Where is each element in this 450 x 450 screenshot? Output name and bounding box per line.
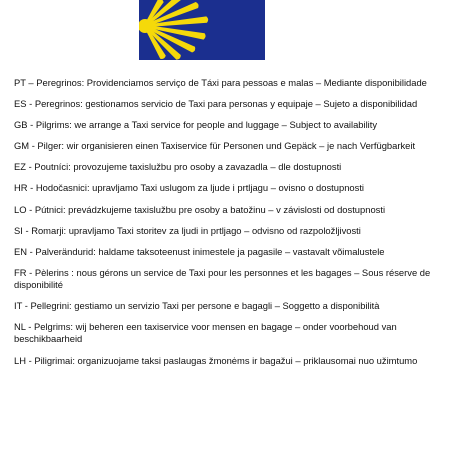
entry-gb: GB - Pilgrims: we arrange a Taxi service for people and luggage – Subject to availability bbox=[14, 119, 378, 131]
scallop-shell-icon bbox=[139, 0, 265, 60]
language-list bbox=[14, 77, 444, 376]
entry-nl: NL - Pelgrims: wij beheren een taxiservice voor mensen en bagage – onder voorbehoud van beschikbaarheid bbox=[14, 321, 397, 345]
entry-lo: LO - Pútnici: prevádzkujeme taxislužbu pre osoby a batožinu – v závislosti od dostupnosti bbox=[14, 203, 386, 215]
camino-logo bbox=[139, 0, 265, 60]
entry-si: SI - Romarji: upravljamo Taxi storitev za ljudi in prtljago – odvisno od razpoložljivosti bbox=[14, 224, 361, 236]
entry-it: IT - Pellegrini: gestiamo un servizio Taxi per persone e bagagli – Soggetto a disponibilità bbox=[14, 300, 380, 312]
entry-lh: LH - Piligrimai: organizuojame taksi paslaugas žmonėms ir bagažui – priklausomai nuo užimtumo bbox=[14, 354, 418, 366]
entry-en: EN - Palverändurid: haldame taksoteenust inimestele ja pagasile – vastavalt võimalustele bbox=[14, 245, 385, 257]
entry-es: ES - Peregrinos: gestionamos servicio de Taxi para personas y equipaje – Sujeto a disponibilidad bbox=[14, 98, 418, 110]
entry-pt: PT – Peregrinos: Providenciamos serviço de Táxi para pessoas e malas – Mediante disponibilidade bbox=[14, 77, 427, 88]
entry-fr: FR - Pèlerins : nous gérons un service de Taxi pour les personnes et les bagages – Sous réserve de disponibilité bbox=[14, 266, 431, 291]
entry-ez: EZ - Poutníci: provozujeme taxislužbu pro osoby a zavazadla – dle dostupnosti bbox=[14, 161, 342, 173]
entry-hr: HR - Hodočasnici: upravljamo Taxi uslugom za ljude i prtljagu – ovisno o dostupnosti bbox=[14, 182, 365, 194]
entry-gm: GM - Pilger: wir organisieren einen Taxiservice für Personen und Gepäck – je nach Verfügbarkeit bbox=[14, 140, 416, 152]
